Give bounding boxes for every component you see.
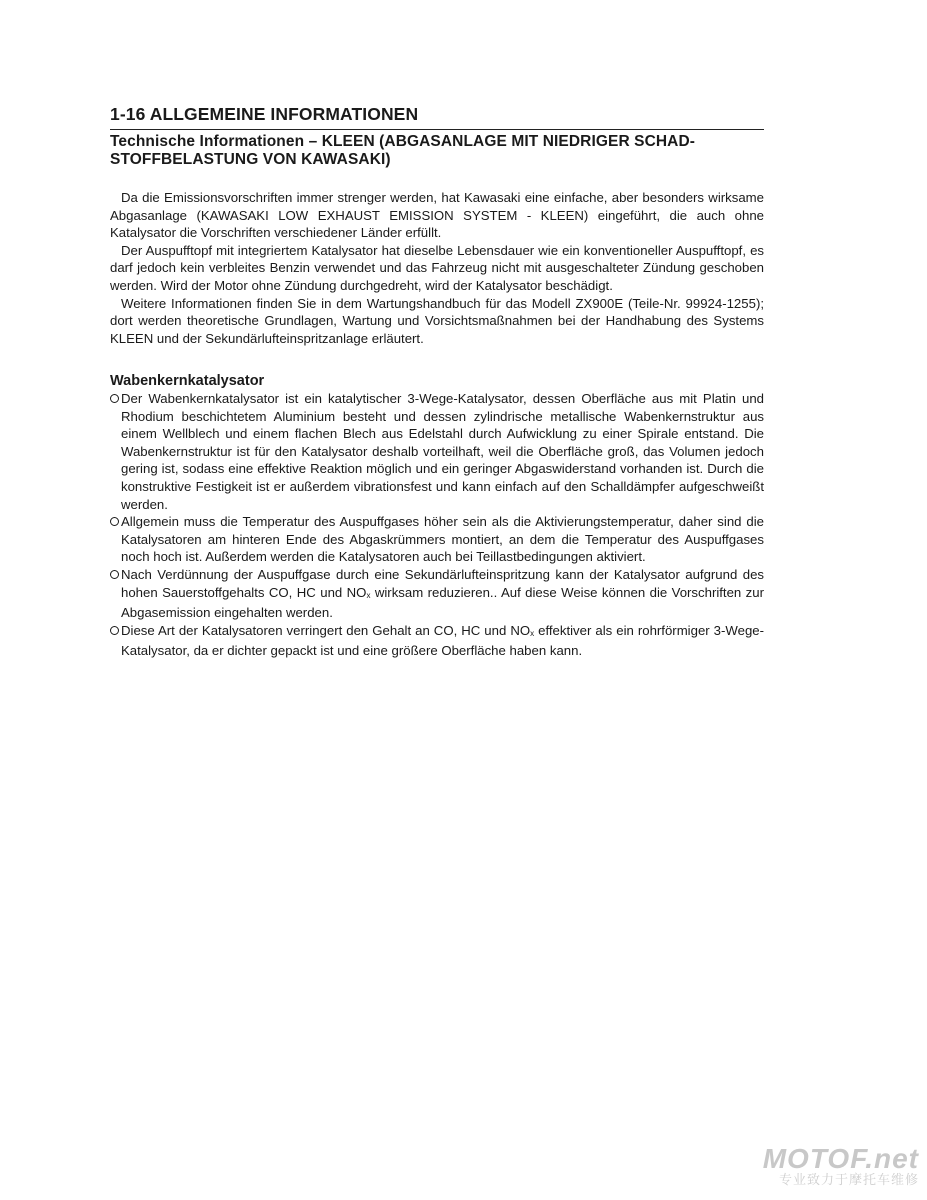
intro-paragraph-2: Der Auspufftopf mit integriertem Katalysator hat dieselbe Lebensdauer wie ein konventioneller Auspufftopf, es darf jedoch kein verbleites Benzin verwendet und das Fahrzeug nicht mit ausgeschalteter Zündung geschoben werden. Wird der Motor ohne Zündung durchgedreht, wird der Katalysator beschädigt.	[110, 242, 764, 293]
bullet-text: Diese Art der Katalysatoren verringert den Gehalt an CO, HC und $NO_x$ effektiver als ein rohrförmiger 3-Wege-Katalysator, da er dichter gepackt ist und eine größere Oberfläche haben kann.	[121, 622, 765, 659]
watermark-logo: MOTOF.net	[762, 1143, 919, 1174]
bullet-item	[110, 622, 764, 660]
bullet-item	[110, 390, 764, 513]
bullet-text: Der Wabenkernkatalysator ist ein katalytischer 3-Wege-Katalysator, dessen Oberfläche aus mit Platin und Rhodium beschichtetem Aluminium besteht und dessen zylindrische metallische Wabenkernstruktur aus einem Wellblech und einem flachen Blech aus Edelstahl durch Aufwicklung zu einer Spirale entstand. Die Wabenkernstruktur ist für den Katalysator deshalb vorteilhaft, weil die Oberfläche groß, das Volumen jedoch gering ist, sodass eine effektive Reaktion möglich und ein geringer Abgaswiderstand vorhanden ist. Durch die konstruktive Festigkeit ist er außerdem vibrationsfest und kann einfach auf den Schalldämpfer aufgeschweißt werden.	[121, 391, 764, 512]
bullet-item	[110, 566, 764, 622]
bullet-item	[110, 513, 764, 566]
section-title	[110, 133, 764, 169]
watermark-tagline: 专业致力于摩托车维修	[778, 1173, 919, 1188]
bullet-text: Allgemein muss die Temperatur des Auspuffgases höher sein als die Aktivierungstemperatur, daher sind die Katalysatoren am hinteren Ende des Abgaskrümmers montiert, an dem die Temperatur des Auspuffgases noch hoch ist. Außerdem werden die Katalysatoren auch bei Teillastbedingungen aktiviert.	[121, 514, 764, 565]
circle-bullet-icon	[110, 626, 119, 635]
intro-paragraph-1: Da die Emissionsvorschriften immer strenger werden, hat Kawasaki eine einfache, aber besonders wirksame Abgasanlage (KAWASAKI LOW EXHAUST EMISSION SYSTEM - KLEEN) eingeführt, die auch ohne Katalysator die Vorschriften verschiedener Länder erfüllt.	[110, 190, 764, 241]
subsection-title: Wabenkernkatalysator	[110, 373, 265, 389]
page-title: 1-16 ALLGEMEINE INFORMATIONEN	[110, 104, 764, 130]
circle-bullet-icon	[110, 570, 119, 579]
watermark	[763, 1145, 919, 1188]
intro-paragraph-3: Weitere Informationen finden Sie in dem Wartungshandbuch für das Modell ZX900E (Teile-Nr. 99924-1255); dort werden theoretische Grundlagen, Wartung und Vorsichtsmaßnahmen bei der Handhabung des Systems KLEEN und der Sekundärlufteinspritzanlage erläutert.	[110, 295, 764, 346]
circle-bullet-icon	[110, 394, 119, 403]
bullet-list	[110, 390, 764, 660]
intro-text	[110, 189, 764, 347]
section-title-line-1: Technische Informationen – KLEEN (ABGASANLAGE MIT NIEDRIGER SCHAD-	[110, 133, 696, 150]
bullet-text: Nach Verdünnung der Auspuffgase durch eine Sekundärlufteinspritzung kann der Katalysator aufgrund des hohen Sauerstoffgehalts CO, HC und $NO_x$ wirksam reduzieren.. Auf diese Weise können die Vorschriften zur Abgasemission eingehalten werden.	[121, 566, 764, 621]
section-title-line-2: STOFFBELASTUNG VON KAWASAKI)	[110, 151, 391, 168]
circle-bullet-icon	[110, 517, 119, 526]
